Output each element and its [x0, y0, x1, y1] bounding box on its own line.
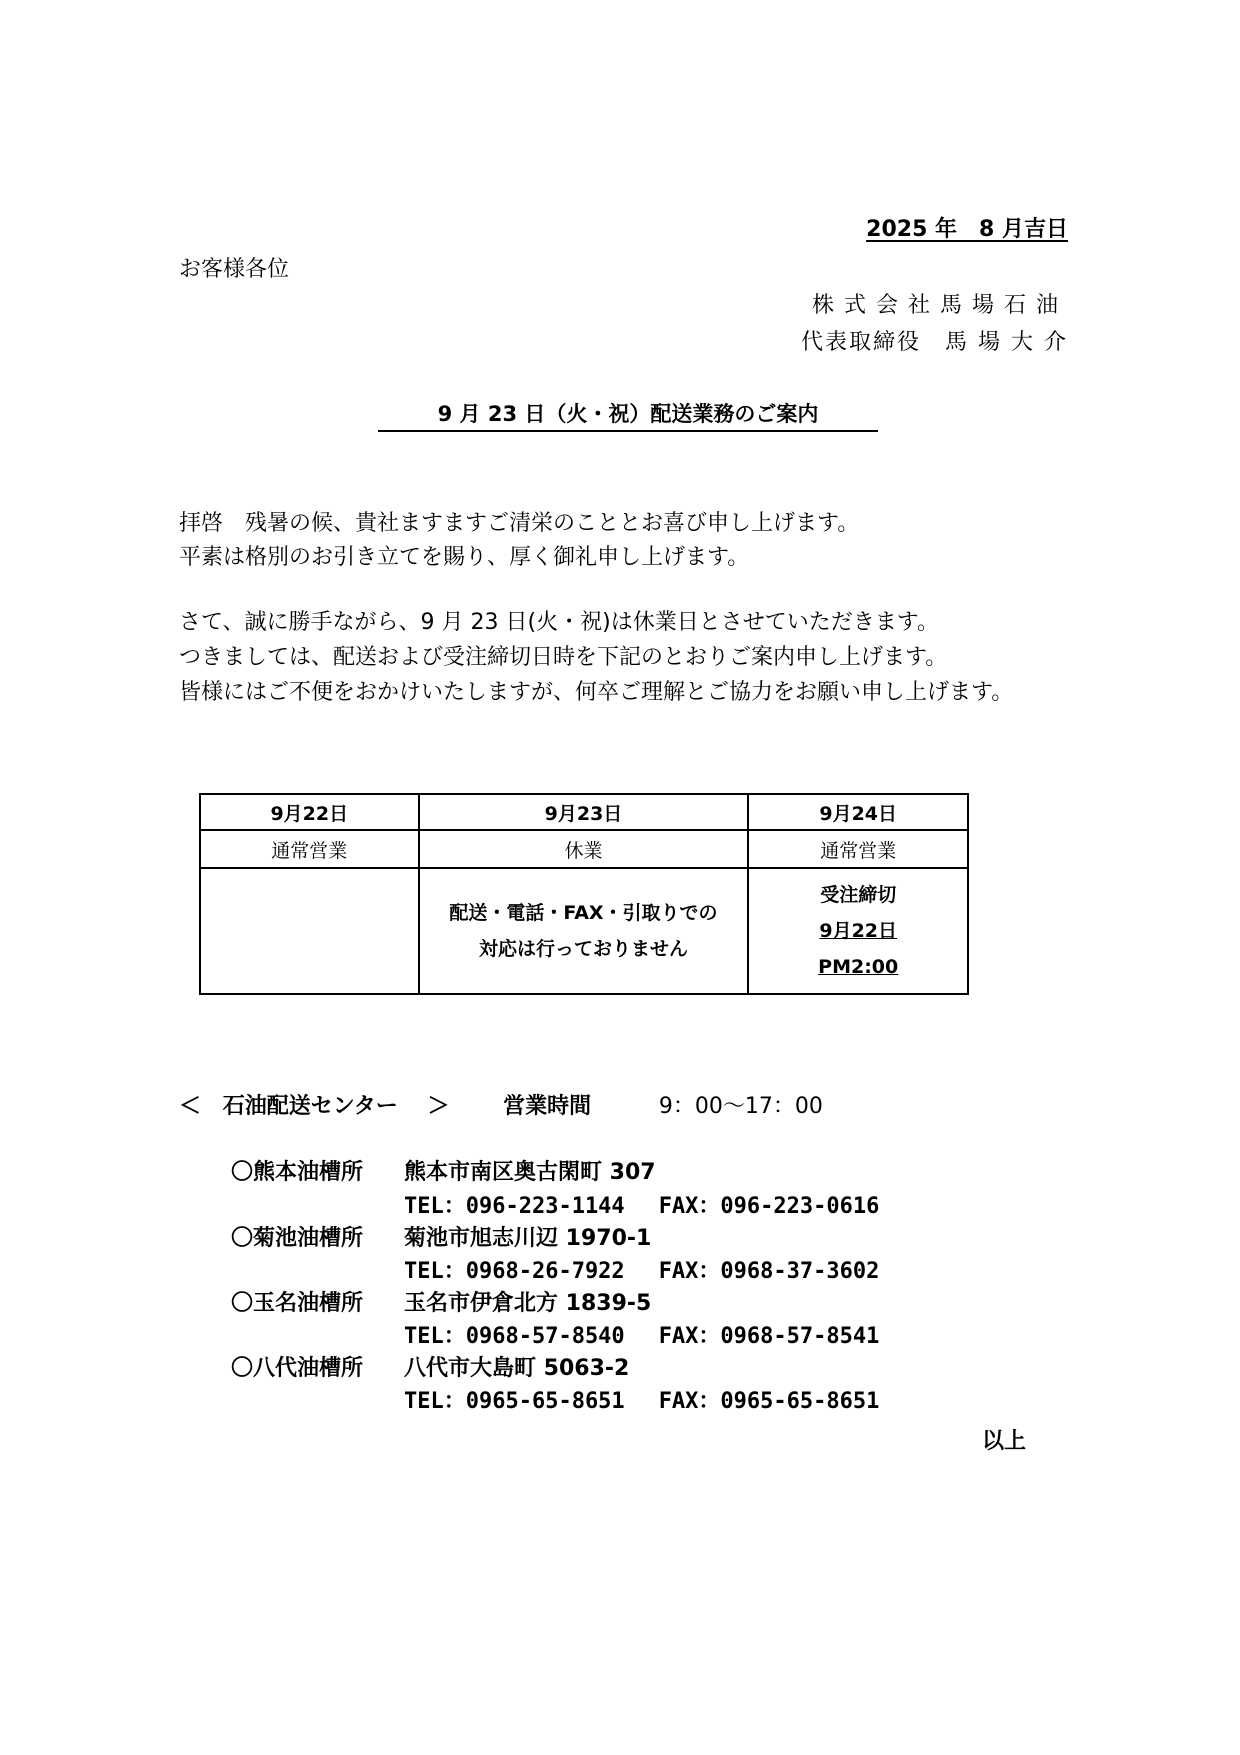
location-tel: TEL：0965-65-8651: [404, 1389, 625, 1414]
schedule-notes-row: [200, 868, 968, 994]
location-tel: TEL：0968-57-8540: [404, 1324, 625, 1349]
deadline-date: 9月22日: [819, 920, 898, 942]
location-contact: [404, 1189, 879, 1220]
location-address: 玉名市伊倉北方 1839-5: [404, 1291, 652, 1316]
body-line-3: 皆様にはご不便をおかけいたしますが、何卒ご理解とご協力をお願い申し上げます。: [179, 680, 1014, 705]
schedule-note-cell-deadline: [748, 868, 968, 994]
document-title: 9 月 23 日（火・祝）配送業務のご案内: [378, 398, 878, 432]
hours-label: 営業時間: [503, 1094, 592, 1119]
body-line-2: つきましては、配送および受注締切日時を下記のとおりご案内申し上げます。: [179, 645, 948, 670]
location-fax: FAX：096-223-0616: [658, 1194, 880, 1219]
schedule-header-cell: 9月23日: [419, 794, 749, 830]
closed-note-line: 対応は行っておりません: [478, 938, 688, 960]
center-header: [179, 1089, 823, 1120]
location-contact: [404, 1384, 879, 1415]
schedule-header-row: [200, 794, 968, 830]
location-name: 〇菊池油槽所: [231, 1226, 364, 1251]
center-name: 石油配送センター: [222, 1094, 398, 1119]
location-name: 〇玉名油槽所: [231, 1291, 364, 1316]
business-hours: 9：00～17：00: [658, 1094, 823, 1119]
schedule-note-cell-empty: [200, 868, 419, 994]
location-contact: [404, 1254, 879, 1285]
schedule-header-cell: 9月24日: [748, 794, 968, 830]
location-fax: FAX：0968-57-8541: [658, 1324, 880, 1349]
location-fax: FAX：0968-37-3602: [658, 1259, 880, 1284]
open-bracket: ＜: [179, 1094, 202, 1119]
location-address: 熊本市南区奥古閑町 307: [404, 1160, 656, 1185]
schedule-status-cell: 通常営業: [748, 830, 968, 868]
closing-mark: 以上: [982, 1429, 1027, 1454]
location-address: 八代市大島町 5063-2: [404, 1356, 630, 1381]
greeting-line-1: 拝啓 残暑の候、貴社ますますご清栄のこととお喜び申し上げます。: [179, 511, 860, 536]
location-fax: FAX：0965-65-8651: [658, 1389, 880, 1414]
closed-note-line: 配送・電話・FAX・引取りでの: [449, 902, 718, 924]
schedule-status-cell: 通常営業: [200, 830, 419, 868]
close-bracket: ＞: [427, 1094, 450, 1119]
deadline-label: 受注締切: [820, 884, 897, 906]
schedule-status-row: [200, 830, 968, 868]
sender-company: 株式会社馬場石油: [811, 293, 1068, 318]
location-tel: TEL：0968-26-7922: [404, 1259, 625, 1284]
location-name: 〇八代油槽所: [231, 1356, 364, 1381]
location-name: 〇熊本油槽所: [231, 1160, 364, 1185]
sender-representative: 代表取締役 馬 場 大 介: [801, 330, 1068, 355]
schedule-table: [199, 793, 969, 995]
location-tel: TEL：096-223-1144: [404, 1194, 625, 1219]
recipient: お客様各位: [179, 257, 290, 282]
schedule-status-cell: 休業: [419, 830, 749, 868]
body-line-1: さて、誠に勝手ながら、9 月 23 日(火・祝)は休業日とさせていただきます。: [179, 610, 939, 635]
location-contact: [404, 1319, 879, 1350]
schedule-header-cell: 9月22日: [200, 794, 419, 830]
document-date: 2025 年 8 月吉日: [866, 217, 1068, 242]
greeting-line-2: 平素は格別のお引き立てを賜り、厚く御礼申し上げます。: [179, 545, 750, 570]
deadline-time: PM2:00: [818, 956, 899, 978]
location-address: 菊池市旭志川辺 1970-1: [404, 1226, 652, 1251]
schedule-note-cell-closed: [419, 868, 749, 994]
